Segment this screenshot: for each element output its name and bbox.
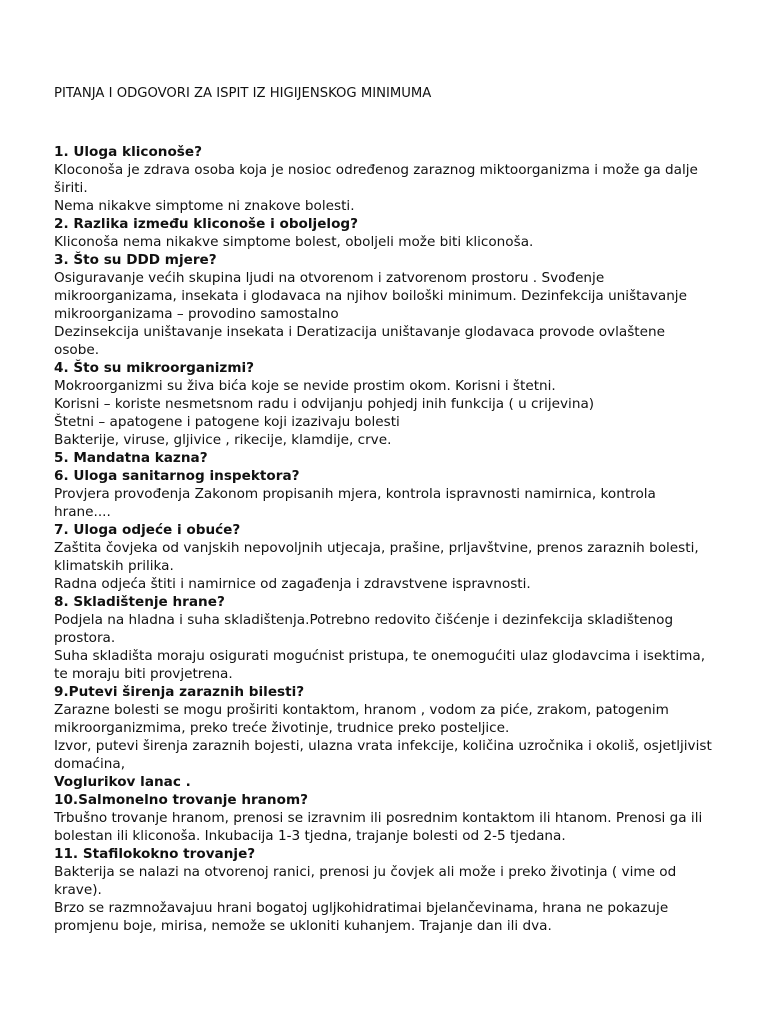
document-title: PITANJA I ODGOVORI ZA ISPIT IZ HIGIJENSKOG MINIMUMA [54, 86, 432, 101]
answer-paragraph: Bakterija se nalazi na otvorenoj ranici, prenosi ju čovjek ali može i preko životinja ( vime od krave). [54, 864, 677, 898]
answer-paragraph: Brzo se razmnožavajuu hrani bogatoj ugljkohidratimai bjelančevinama, hrana ne pokazuje promjenu boje, mirisa, nemože se ukloniti kuhanjem. Trajanje dan ili dva. [54, 900, 669, 934]
question-heading: 2. Razlika između kliconoše i oboljelog? [54, 216, 359, 232]
answer-paragraph: Zarazne bolesti se mogu proširiti kontaktom, hranom , vodom za piće, zrakom, patogenim mikroorganizmima, preko treće životinje, trudnice preko posteljice. [54, 702, 669, 736]
answer-paragraph: Mokroorganizmi su živa bića koje se nevide prostim okom. Korisni i štetni. [54, 378, 556, 394]
question-heading: 11. Stafilokokno trovanje? [54, 846, 256, 862]
answer-paragraph: Provjera provođenja Zakonom propisanih mjera, kontrola ispravnosti namirnica, kontrola hrane.... [54, 486, 656, 520]
answer-paragraph: Podjela na hladna i suha skladištenja.Potrebno redovito čišćenje i dezinfekcija skladištenog prostora. [54, 612, 674, 646]
answer-paragraph: Kliconoša nema nikakve simptome bolest, oboljeli može biti kliconoša. [54, 234, 534, 250]
question-heading: 5. Mandatna kazna? [54, 450, 208, 466]
question-heading: 1. Uloga kliconoše? [54, 144, 202, 160]
question-heading: 9.Putevi širenja zaraznih bilesti? [54, 684, 305, 700]
answer-paragraph: Korisni – koriste nesmetsnom radu i odvijanju pohjedj inih funkcija ( u crijevina) [54, 396, 595, 412]
question-heading: 3. Što su DDD mjere? [54, 252, 217, 268]
document-body [54, 143, 714, 935]
question-heading: 4. Što su mikroorganizmi? [54, 360, 255, 376]
question-heading: 8. Skladištenje hrane? [54, 594, 225, 610]
answer-paragraph: Bakterije, viruse, gljivice , rikecije, klamdije, crve. [54, 432, 392, 448]
answer-paragraph: Nema nikakve simptome ni znakove bolesti. [54, 198, 355, 214]
question-heading: 7. Uloga odjeće i obuće? [54, 522, 241, 538]
answer-paragraph: Suha skladišta moraju osigurati mogućnist pristupa, te onemogućiti ulaz glodavcima i isektima, te moraju biti provjetrena. [54, 648, 706, 682]
answer-paragraph: Štetni – apatogene i patogene koji izazivaju bolesti [54, 414, 400, 430]
question-heading: 6. Uloga sanitarnog inspektora? [54, 468, 300, 484]
answer-paragraph: Trbušno trovanje hranom, prenosi se izravnim ili posrednim kontaktom ili htanom. Prenosi ga ili bolestan ili kliconoša. Inkubacija 1-3 tjedna, trajanje bolesti od 2-5 tjedana. [54, 810, 703, 844]
answer-paragraph: Kloconoša je zdrava osoba koja je nosioc određenog zaraznog miktoorganizma i može ga dalje širiti. [54, 162, 698, 196]
answer-paragraph: Osiguravanje većih skupina ljudi na otvorenom i zatvorenom prostoru . Svođenje mikroorganizama, insekata i glodavaca na njihov boilоški minimum. Dezinfekcija uništavanje mikroorganizama – provodino samostalno [54, 270, 687, 322]
answer-paragraph: Zaštita čovjeka od vanjskih nepovoljnih utjecaja, prašine, prljavštvine, prenos zaraznih bolesti, klimatskih prilika. [54, 540, 699, 574]
answer-paragraph: Izvor, putevi širenja zaraznih bojesti, ulazna vrata infekcije, količina uzročnika i okoliš, osjetljivist domaćina, [54, 738, 712, 772]
answer-paragraph: Radna odjeća štiti i namirnice od zagađenja i zdravstvene ispravnosti. [54, 576, 531, 592]
question-heading: 10.Salmonelno trovanje hranom? [54, 792, 309, 808]
question-heading: Voglurikov lanac . [54, 774, 191, 790]
answer-paragraph: Dezinsekcija uništavanje insekata i Deratizacija uništavanje glodavaca provode ovlaštene osobe. [54, 324, 665, 358]
